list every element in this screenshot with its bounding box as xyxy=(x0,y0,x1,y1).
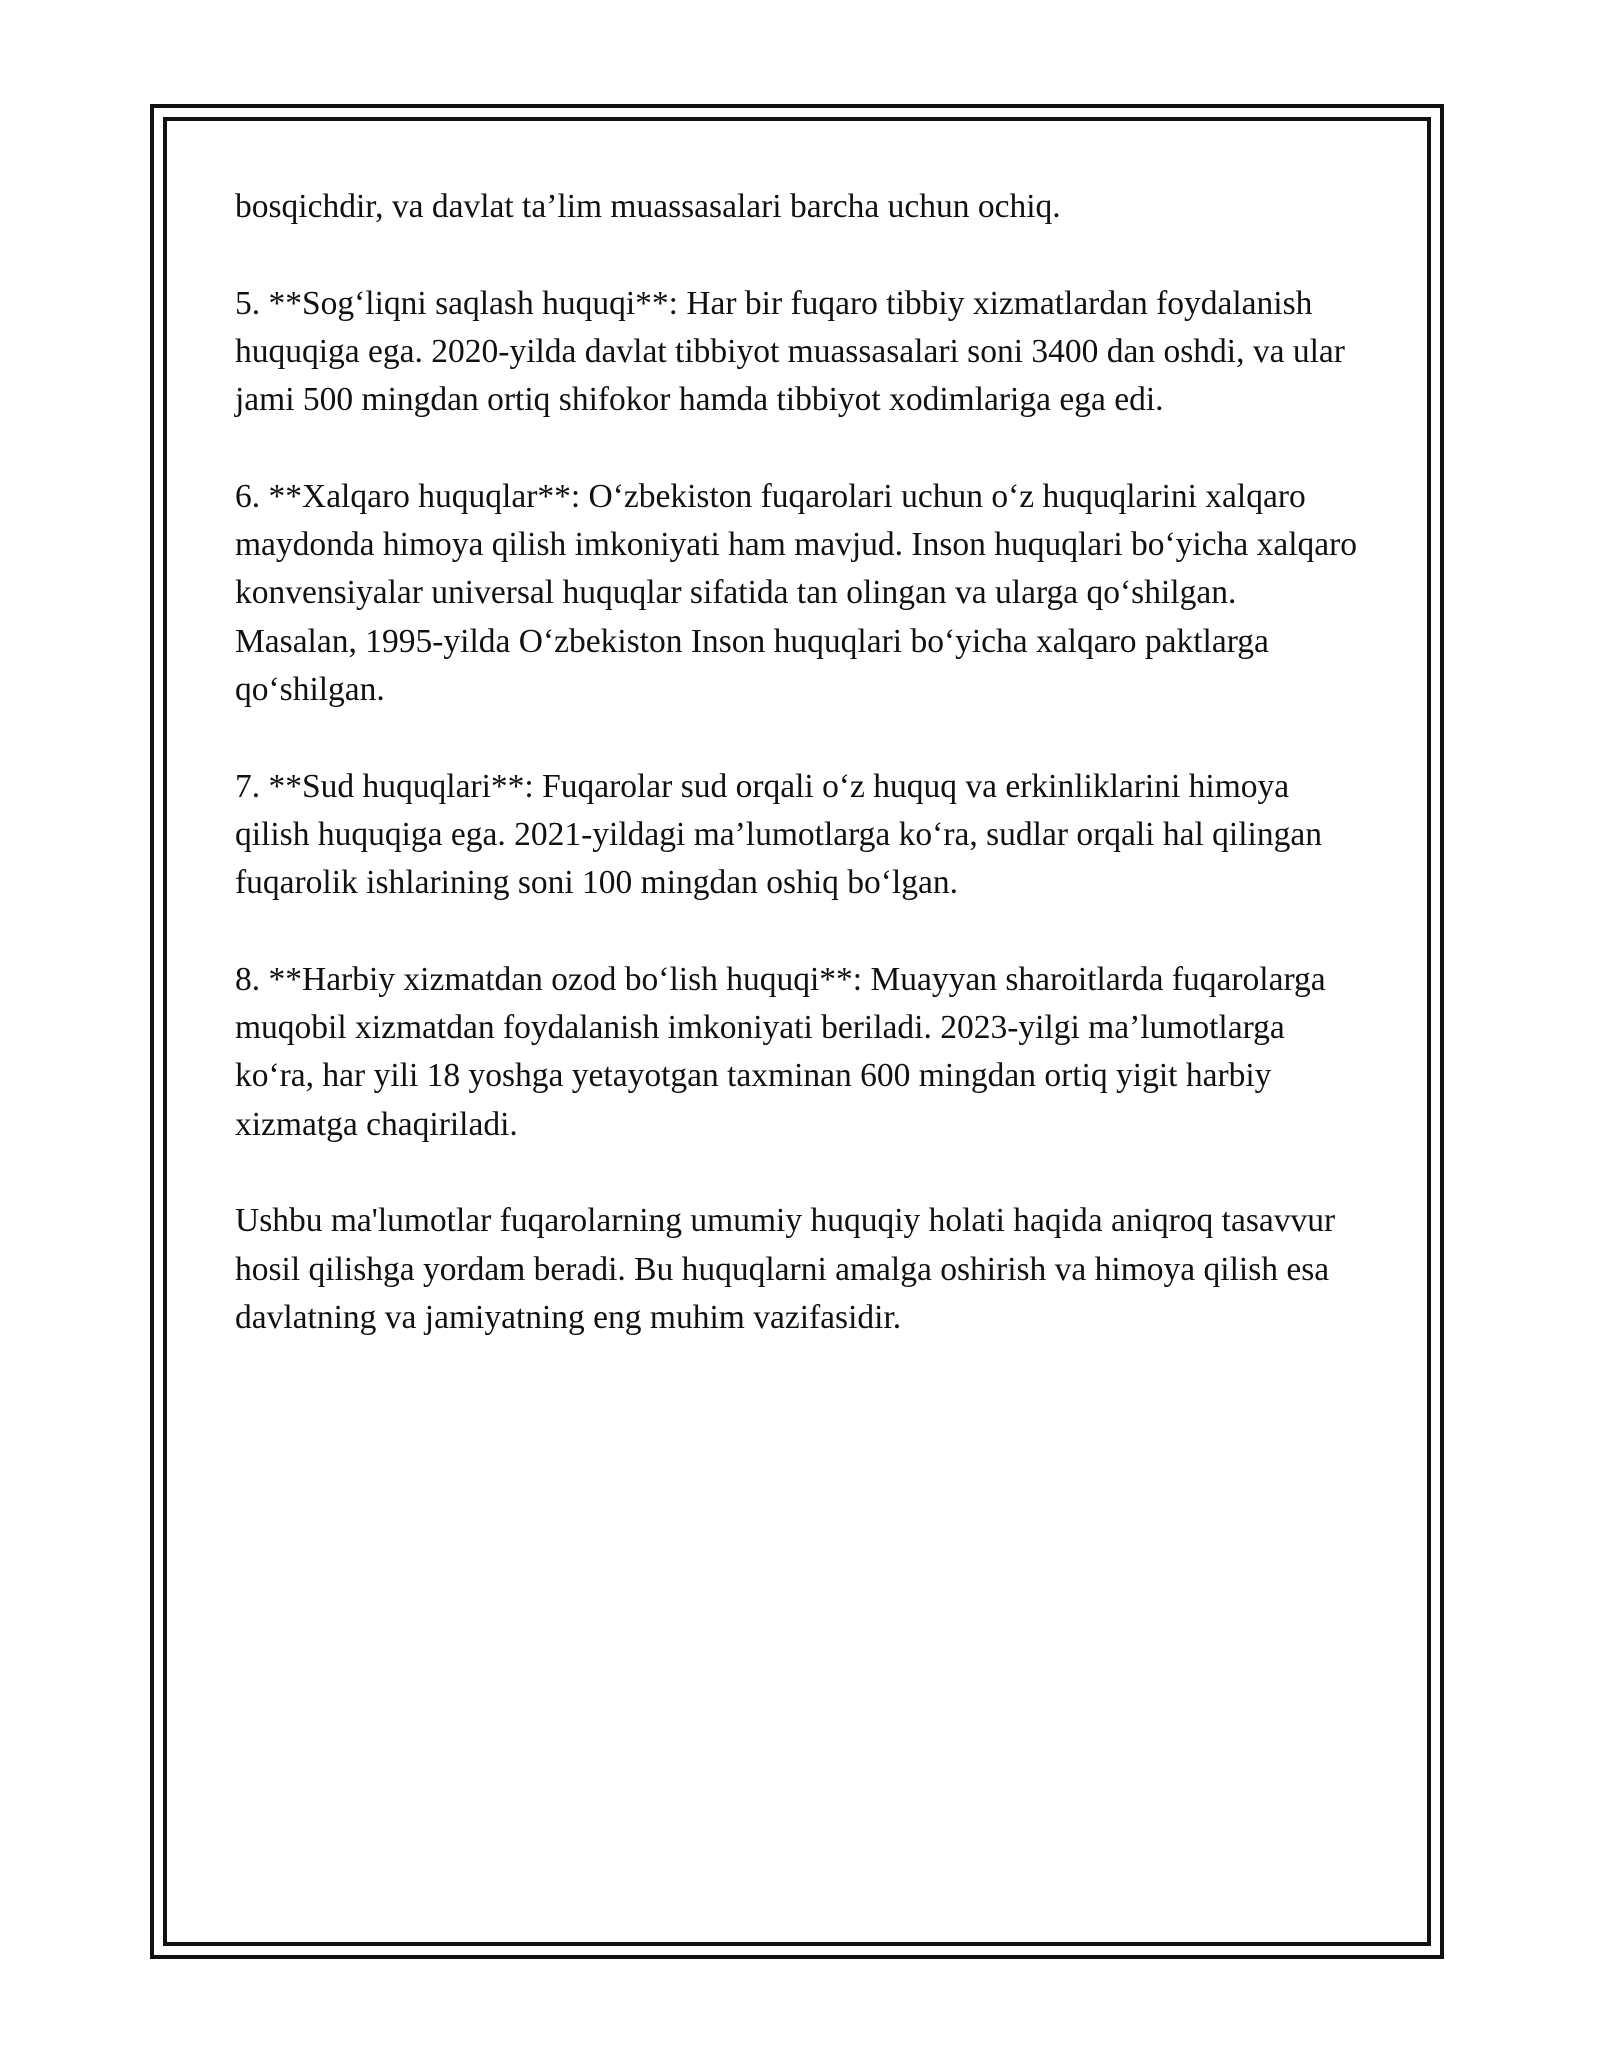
paragraph-court-rights: 7. **Sud huquqlari**: Fuqarolar sud orqali o‘z huquq va erkinliklarini himoya qilish huquqiga ega. 2021-yildagi ma’lumotlarga ko‘ra, sudlar orqali hal qilingan fuqarolik ishlarining soni 100 mingdan oshiq bo‘lgan. xyxy=(235,767,1322,902)
paragraph-conclusion: Ushbu ma'lumotlar fuqarolarning umumiy huquqiy holati haqida aniqroq tasavvur hosil qilishga yordam beradi. Bu huquqlarni amalga oshirish va himoya qilish esa davlatning va jamiyatning eng muhim vazifasidir. xyxy=(235,1202,1336,1336)
paragraph-international-rights: 6. **Xalqaro huquqlar**: O‘zbekiston fuqarolari uchun o‘z huquqlarini xalqaro maydonda himoya qilish imkoniyati ham mavjud. Inson huquqlari bo‘yicha xalqaro konvensiyalar universal huquqlar sifatida tan olingan va ularga qo‘shilgan. Masalan, 1995-yilda O‘zbekiston Inson huquqlari bo‘yicha xalqaro paktlarga qo‘shilgan. xyxy=(235,477,1358,708)
document-body xyxy=(235,183,1365,1342)
paragraph-military-exemption-rights: 8. **Harbiy xizmatdan ozod bo‘lish huquqi**: Muayyan sharoitlarda fuqarolarga muqobil xizmatdan foydalanish imkoniyati beriladi. 2023-yilgi ma’lumotlarga ko‘ra, har yili 18 yoshga yetayotgan taxminan 600 mingdan ortiq yigit harbiy xizmatga chaqiriladi. xyxy=(235,960,1326,1143)
paragraph-health-rights: 5. **Sog‘liqni saqlash huquqi**: Har bir fuqaro tibbiy xizmatlardan foydalanish huquqiga ega. 2020-yilda davlat tibbiyot muassasalari soni 3400 dan oshdi, va ular jami 500 mingdan ortiq shifokor hamda tibbiyot xodimlariga ega edi. xyxy=(235,284,1345,419)
paragraph-continuation: bosqichdir, va davlat ta’lim muassasalari barcha uchun ochiq. xyxy=(235,188,1061,225)
